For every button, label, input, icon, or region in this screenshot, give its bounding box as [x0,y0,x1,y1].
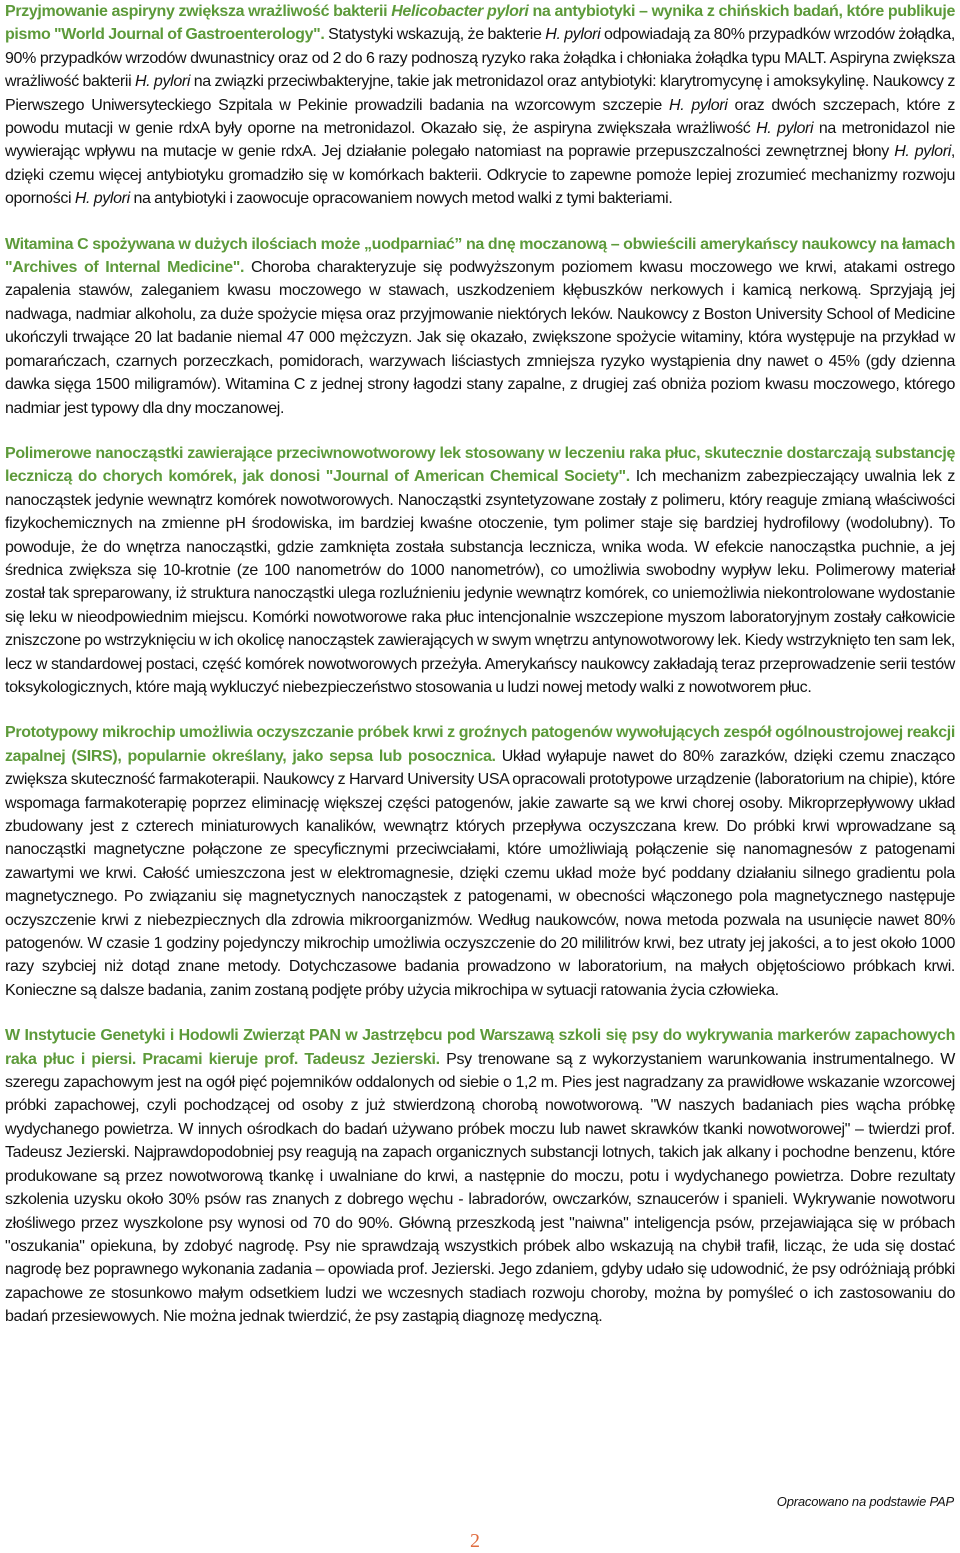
article-text [5,1024,955,1328]
body-text: Choroba charakteryzuje się podwyższonym poziomem kwasu moczowego we krwi, atakami ostrego zapalenia stawów, zaleganiem kwasu moczowego w stawach, uszkodzeniem kłębuszków nerkowych i kamicą nerkową. Sprzyjają jej nadwaga, nadmiar alkoholu, za duże spożycie mięsa oraz przyjmowanie niektórych leków. Naukowcy z Boston University School of Medicine ukończyli trwające 20 lat badanie niemal 47 000 mężczyzn. Jak się okazało, zwiększone spożycie witaminy, która występuje na przykład w pomarańczach, czarnych porzeczkach, pomidorach, warzywach liściastych zmniejsza ryzyko wystąpienia dny nawet o 45% (gdy dzienna dawka sięga 1500 miligramów). Witamina C z jednej strony łagodzi stany zapalne, z drugiej zaś obniża poziom kwasu moczowego, którego nadmiar jest typowy dla dny moczanowej. [5,259,955,417]
document-page [5,0,955,1351]
article-text [5,233,955,420]
article-cancer-sniffing-dogs [5,1024,955,1328]
species-name: H. pylori [545,26,601,44]
article-polymer-nanoparticles [5,442,955,699]
article-text [5,442,955,699]
article-headline: Prototypowy mikrochip umożliwia oczyszczanie próbek krwi z groźnych patogenów wywołujących zespół ogólnoustrojowej reakcji zapalnej (SIRS), popularnie określany, jako sepsa lub posocznica. [5,724,955,765]
article-headline: Przyjmowanie aspiryny zwiększa wrażliwość bakterii [5,3,392,20]
article-headline: Helicobacter pylori [391,3,529,20]
source-note: Opracowano na podstawie PAP [776,1494,954,1509]
body-text: odpowiadają za 80% przypadków wrzodów żołądka, 90% przypadków wrzodów dwunastnicy oraz od 2 do 6 razy podnoszą ryzyko raka żołądka i chłoniaka żołądka typu MALT. Aspiryna zwiększa wrażliwość bakterii [5,26,955,91]
article-headline: Polimerowe nanocząstki zawierające przeciwnowotworowy lek stosowany w leczeniu raka płuc, skutecznie dostarczają substancję leczniczą do chorych komórek, jak donosi "Journal of American Chemical Society". [5,444,955,486]
body-text: Statystyki wskazują, że bakterie [324,26,546,44]
body-text: Układ wyłapuje nawet do 80% zarazków, dzięki czemu znacząco zwiększa skuteczność farmakoterapii. Naukowcy z Harvard University USA opracowali prototypowe urządzenie (laboratorium na chipie), które wspomaga farmakoterapię poprzez eliminację większej części patogenów, jakie zawarte są we krwi chorej osoby. Mikroprzepływowy układ zbudowany jest z czterech miniaturowych kanalików, wewnątrz których przepływa oczyszczana krew. Do próbki krwi wprowadzane są nanocząstki magnetyczne połączone ze specyficznymi przeciwciałami, które umożliwiają połączenie się nanomagnesów z patogenami zawartymi we krwi. Całość umieszczona jest w elektromagnesie, dzięki czemu układ może być poddany działaniu silnego gradientu pola magnetycznego. Po związaniu się magnetycznych nanocząstek z patogenami, w obecności włączonego pola magnetycznego następuje oczyszczenie krwi z niebezpiecznych dla zdrowia mikroorganizmów. Według naukowców, nowa metoda pozwala na usunięcie nawet 80% patogenów. W czasie 1 godziny pojedynczy mikrochip umożliwia oczyszczenie do 20 mililitrów krwi, bez utraty jej jakości, a to jest około 1000 razy szybciej niż dotąd znane metody. Dotychczasowe badania prowadzono w laboratorium, na małych objętościowo próbkach krwi. Konieczne są dalsze badania, zanim zostaną podjęte próby użycia mikrochipa w sytuacji ratowania życia człowieka. [5,747,955,999]
article-text [5,721,955,1002]
body-text: na antybiotyki i zaowocuje opracowaniem nowych metod walki z tymi bakteriami. [129,190,673,208]
article-text [5,0,955,211]
article-sepsis-microchip [5,721,955,1002]
article-headline: W Instytucie Genetyki i Hodowli Zwierząt PAN w Jastrzębcu pod Warszawą szkoli się psy do wykrywania markerów zapachowych raka płuc i piersi. Pracami kieruje prof. Tadeusz Jezierski. [5,1027,955,1068]
species-name: H. pylori [894,143,951,161]
article-headline: na antybiotyki – wynika z chińskich badań, które publikuje pismo "World Journal of Gastroenterology". [5,3,955,44]
page-number: 2 [470,1530,480,1552]
species-name: H. pylori [134,73,191,91]
article-headline: Witamina C spożywana w dużych ilościach może „uodparniać” na dnę moczanową – obwieścili amerykańscy naukowcy na łamach "Archives of Internal Medicine". [5,235,955,277]
article-aspirin-h-pylori [5,0,955,211]
body-text: na związki przeciwbakteryjne, takie jak metronidazol oraz antybiotyki: klarytromycynę i amoksykylinę. Naukowcy z Pierwszego Uniwersyteckiego Szpitala w Pekinie prowadzili badania na wzorcowym szczepie [5,73,955,114]
body-text: Ich mechanizm zabezpieczający uwalnia lek z nanocząstek jedynie wewnątrz komórek nowotworowych. Nanocząstki zsyntetyzowane zostały z polimeru, który reaguje zmianą właściwości fizykochemicznych na zmienne pH środowiska, im bardziej kwaśne otoczenie, tym polimer staje się bardziej hydrofilowy (wodolubny). To powoduje, że do wnętrza nanocząstki, gdzie zamknięta została substancja lecznicza, wnika woda. W efekcie nanocząstka puchnie, a jej średnica zwiększa się 10-krotnie (ze 100 nanometrów do 1000 nanometrów), co umożliwia swobodny wypływ leku. Polimerowy materiał został tak spreparowany, iż struktura nanocząstki ulega rozluźnieniu jedynie wewnątrz komórek, co uniemożliwia niekontrolowane wydostanie się leku w nieodpowiednim miejscu. Komórki nowotworowe raka płuc intencjonalnie wszczepione myszom laboratoryjnym zostały całkowicie zniszczone po wstrzyknięciu w ich okolicę nanocząstek zawierających w swym wnętrzu antynowotworowy lek. Kiedy wstrzyknięto ten sam lek, lecz w standardowej postaci, część komórek nowotworowych przeżyła. Amerykańscy naukowcy zakładają teraz przeprowadzenie serii testów toksykologicznych, które mają wykluczyć niebezpieczeństwo stosowania u ludzi nowej metody walki z nowotworem płuc. [5,468,955,696]
species-name: H. pylori [74,190,130,208]
body-text: , dzięki czemu więcej antybiotyku gromadziło się w komórkach bakterii. Odkrycie to zapewne pomoże lepiej zrozumieć mechanizmy rozwoju oporności [5,143,956,208]
species-name: H. pylori [756,120,814,138]
article-vitamin-c-gout [5,233,955,420]
species-name: H. pylori [669,96,728,114]
body-text: na metronidazol nie wywierając wpływu na mutacje w genie rdxA. Jej działanie polegało natomiast na poprawie przepuszczalności zewnętrznej błony [5,120,956,161]
body-text: oraz dwóch szczepach, które z powodu mutacji w genie rdxA były oporne na metronidazol. Okazało się, że aspiryna zwiększała wrażliwość [5,96,956,138]
body-text: Psy trenowane są z wykorzystaniem warunkowania instrumentalnego. W szeregu zapachowym jest na ogół pięć pojemników oddalonych od siebie o 1,2 m. Pies jest nagradzany za prawidłowe wskazanie wzorcowej próbki zapachowej, czyli pochodzącej od osoby z już stwierdzoną chorobą nowotworową. "W naszych badaniach pies wącha próbkę wydychanego powietrza. W innych ośrodkach do badań używano próbek moczu lub nawet skrawków tkanki nowotworowej" – twierdzi prof. Tadeusz Jezierski. Najprawdopodobniej psy reagują na zapach organicznych substancji lotnych, takich jak alkany i pochodne benzenu, które produkowane są przez nowotworową tkankę i uwalniane do krwi, a następnie do moczu, potu i wydychanego powietrza. Dobre rezultaty szkolenia uzysku około 30% psów ras znanych z dobrego węchu - labradorów, owczarków, sznaucerów i spanieli. Wykrywanie nowotworu złośliwego przez wyszkolone psy wynosi od 70 do 90%. Główną przeszkodą jest "naiwna" inteligencja psów, przejawiająca się w próbach "oszukania" opiekuna, by zdobyć nagrodę. Psy nie sprawdzają wszystkich próbek albo wskazują na chybił trafił, licząc, że uda się dostać nagrodę bez poprawnego wykonania zadania – opowiada prof. Jezierski. Jego zdaniem, gdyby udało się udowodnić, że psy odróżniają próbki zapachowe ze stosunkowo małym odsetkiem ludzi we wczesnych stadiach rozwoju choroby, można by pomyśleć o ich zastosowaniu do badań przesiewowych. Nie można jednak twierdzić, że psy zastąpią diagnozę medyczną. [5,1050,955,1326]
